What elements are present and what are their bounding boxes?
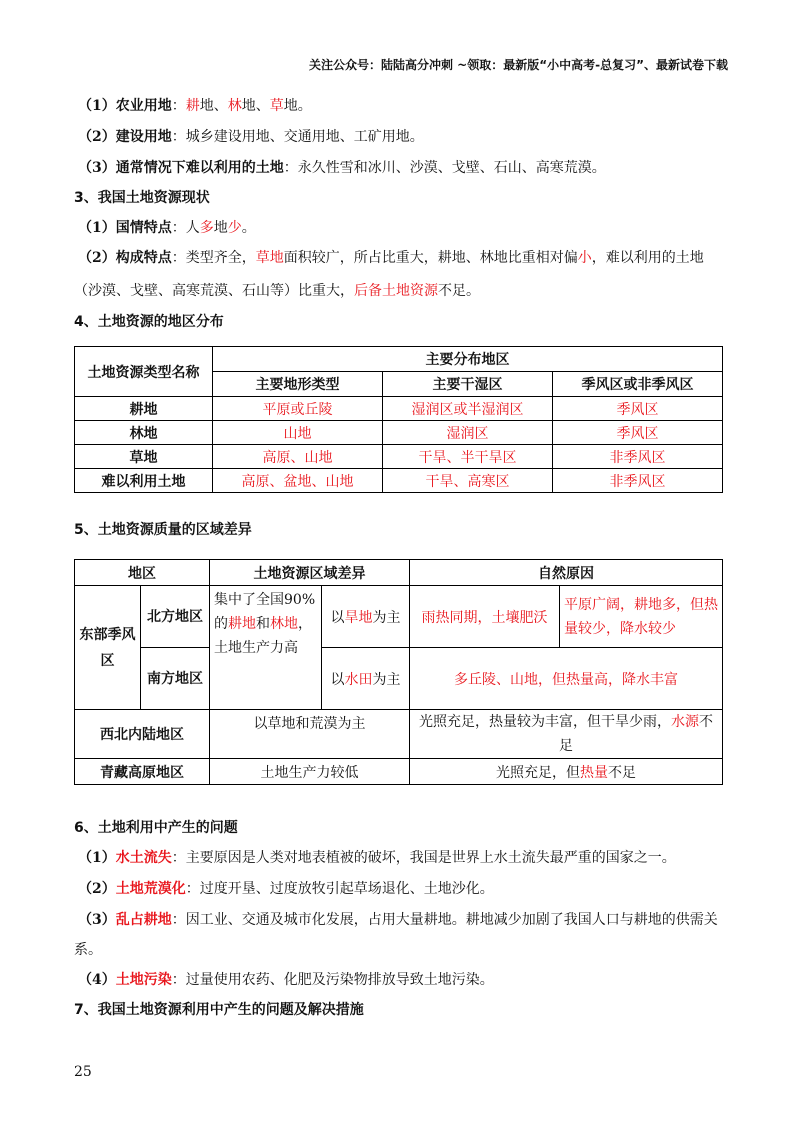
col-difference: 土地资源区域差异 <box>210 560 410 586</box>
section-7-heading: 7、我国土地资源利用中产生的问题及解决措施 <box>74 1002 364 1018</box>
northwest-difference: 以草地和荒漠为主 <box>210 710 410 759</box>
page-number: 25 <box>74 1064 92 1080</box>
composition-line-2: （沙漠、戈壁、高寒荒漠、石山等）比重大，后备土地资源不足。 <box>74 283 480 299</box>
farmland-occupation-line-2: 系。 <box>74 942 102 958</box>
national-feature-line: （1）国情特点：人多地少。 <box>78 220 256 236</box>
northwest-region: 西北内陆地区 <box>75 710 210 759</box>
col-monsoon: 季风区或非季风区 <box>553 372 723 397</box>
north-reason-1: 雨热同期，土壤肥沃 <box>410 586 560 648</box>
col-land-type: 土地资源类型名称 <box>75 347 213 397</box>
unusable-land-line: （3）通常情况下难以利用的土地：永久性雪和冰川、沙漠、戈壁、石山、高寒荒漠。 <box>78 160 606 176</box>
east-land-difference: 集中了全国90%的耕地和林地，土地生产力高 <box>210 586 322 710</box>
section-3-heading: 3、我国土地资源现状 <box>74 190 210 206</box>
land-quality-table <box>74 559 723 785</box>
table-row: 林地 山地 湿润区 季风区 <box>75 421 723 445</box>
col-moisture: 主要干湿区 <box>383 372 553 397</box>
south-region: 南方地区 <box>141 648 210 710</box>
section-6-heading: 6、土地利用中产生的问题 <box>74 820 238 836</box>
col-terrain: 主要地形类型 <box>213 372 383 397</box>
section-5-heading: 5、土地资源质量的区域差异 <box>74 522 252 538</box>
composition-line: （2）构成特点：类型齐全，草地面积较广，所占比重大，耕地、林地比重相对偏小，难以利用的土地 <box>78 250 704 266</box>
north-reason-2: 平原广阔，耕地多，但热量较少，降水较少 <box>560 586 723 648</box>
farmland-occupation-line: （3）乱占耕地：因工业、交通及城市化发展，占用大量耕地。耕地减少加剧了我国人口与耕地的供需关 <box>78 912 718 928</box>
table-row: 耕地 平原或丘陵 湿润区或半湿润区 季风区 <box>75 397 723 421</box>
south-land-type: 以水田为主 <box>322 648 410 710</box>
tibet-region: 青藏高原地区 <box>75 759 210 785</box>
col-main-area: 主要分布地区 <box>213 347 723 372</box>
land-distribution-table <box>74 346 723 493</box>
land-pollution-line: （4）土地污染：过量使用农药、化肥及污染物排放导致土地污染。 <box>78 972 494 988</box>
col-reason: 自然原因 <box>410 560 723 586</box>
section-4-heading: 4、土地资源的地区分布 <box>74 314 224 330</box>
north-land-type: 以旱地为主 <box>322 586 410 648</box>
south-reason: 多丘陵、山地，但热量高，降水丰富 <box>410 648 723 710</box>
tibet-reason: 光照充足，但热量不足 <box>410 759 723 785</box>
farmland-line: （1）农业用地：耕地、林地、草地。 <box>78 98 312 114</box>
north-region: 北方地区 <box>141 586 210 648</box>
east-monsoon-region: 东部季风区 <box>75 586 141 710</box>
desertification-line: （2）土地荒漠化：过度开垦、过度放牧引起草场退化、土地沙化。 <box>78 881 494 897</box>
northwest-reason: 光照充足，热量较为丰富，但干旱少雨，水源不足 <box>410 710 723 759</box>
soil-erosion-line: （1）水土流失：主要原因是人类对地表植被的破坏，我国是世界上水土流失最严重的国家之一。 <box>78 850 676 866</box>
table-row: 草地 高原、山地 干旱、半干旱区 非季风区 <box>75 445 723 469</box>
construction-land-line: （2）建设用地：城乡建设用地、交通用地、工矿用地。 <box>78 129 424 145</box>
col-region: 地区 <box>75 560 210 586</box>
table-row: 难以利用土地 高原、盆地、山地 干旱、高寒区 非季风区 <box>75 469 723 493</box>
tibet-difference: 土地生产力较低 <box>210 759 410 785</box>
page-header: 关注公众号：陆陆高分冲刺 ~领取：最新版“小中高考-总复习”、最新试卷下载 <box>309 58 728 72</box>
